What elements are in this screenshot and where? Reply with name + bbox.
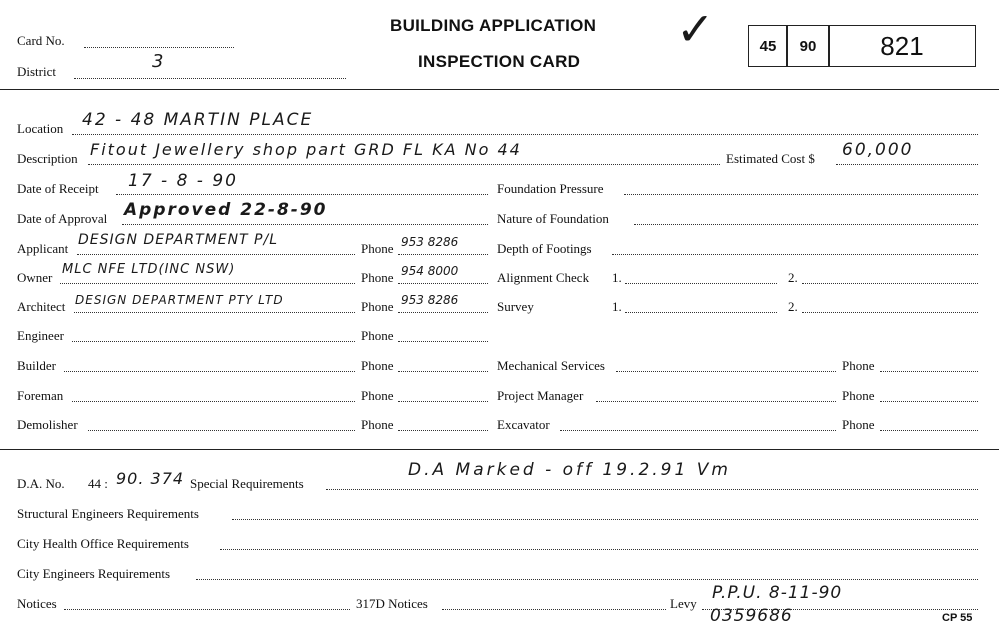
depth-footings-line[interactable] (612, 254, 978, 255)
architect-line[interactable] (74, 312, 355, 313)
district-value: 3 (152, 51, 166, 72)
form-code: CP 55 (942, 612, 973, 624)
owner-label: Owner (17, 270, 53, 285)
owner-phone-value: 954 8000 (401, 264, 459, 278)
title-line2: INSPECTION CARD (418, 52, 581, 71)
nature-foundation-line[interactable] (634, 224, 978, 225)
notices-label: Notices (17, 596, 57, 611)
project-manager-label: Project Manager (497, 388, 584, 403)
foundation-pressure-line[interactable] (624, 194, 978, 195)
builder-line[interactable] (64, 371, 355, 372)
applicant-phone-value: 953 8286 (401, 235, 459, 249)
architect-phone-line[interactable] (398, 312, 488, 313)
health-label: City Health Office Requirements (17, 536, 189, 551)
applicant-phone-label: Phone (361, 241, 394, 256)
engineer-phone-label: Phone (361, 328, 394, 343)
district-line[interactable] (74, 78, 346, 79)
applicant-label: Applicant (17, 241, 69, 256)
survey-num-1: 1. (612, 299, 622, 314)
lower-divider (0, 449, 999, 450)
date-receipt-value: 17 - 8 - 90 (128, 171, 238, 191)
health-line[interactable] (220, 549, 978, 550)
date-approval-value: Approved 22-8-90 (124, 200, 328, 220)
builder-phone-label: Phone (361, 358, 394, 373)
alignment-line-1[interactable] (625, 283, 777, 284)
levy-number: 0359686 (710, 606, 793, 626)
levy-value: P.P.U. 8-11-90 (712, 583, 843, 603)
date-receipt-label: Date of Receipt (17, 181, 99, 196)
engineer-line[interactable] (72, 341, 355, 342)
demolisher-label: Demolisher (17, 417, 78, 432)
mechanical-phone-line[interactable] (880, 371, 978, 372)
foreman-phone-line[interactable] (398, 401, 488, 402)
architect-phone-label: Phone (361, 299, 394, 314)
levy-label: Levy (670, 596, 697, 611)
owner-value: MLC NFE LTD(INC NSW) (62, 262, 236, 277)
builder-phone-line[interactable] (398, 371, 488, 372)
location-line[interactable] (72, 134, 978, 135)
card-no-label: Card No. (17, 33, 65, 48)
city-engineers-label: City Engineers Requirements (17, 566, 171, 581)
demolisher-phone-line[interactable] (398, 430, 488, 431)
architect-phone-value: 953 8286 (401, 293, 459, 307)
date-receipt-line[interactable] (116, 194, 488, 195)
description-line[interactable] (88, 164, 720, 165)
excavator-phone-line[interactable] (880, 430, 978, 431)
foreman-line[interactable] (72, 401, 355, 402)
structural-label: Structural Engineers Requirements (17, 506, 199, 521)
notices-317d-line[interactable] (442, 609, 666, 610)
survey-line-1[interactable] (625, 312, 777, 313)
excavator-line[interactable] (560, 430, 836, 431)
owner-line[interactable] (60, 283, 355, 284)
excavator-phone-label: Phone (842, 417, 875, 432)
estimated-cost-value: 60,000 (842, 140, 914, 160)
applicant-value: DESIGN DEPARTMENT P/L (78, 232, 278, 248)
alignment-num-1: 1. (612, 270, 622, 285)
card-no-line[interactable] (84, 47, 234, 48)
nature-foundation-label: Nature of Foundation (497, 211, 609, 226)
depth-footings-label: Depth of Footings (497, 241, 592, 256)
owner-phone-label: Phone (361, 270, 394, 285)
card-box-2: 90 (786, 25, 830, 67)
structural-line[interactable] (232, 519, 978, 520)
special-requirements-value: D.A Marked - off 19.2.91 Vm (408, 460, 731, 480)
card-number-box: 821 (828, 25, 976, 67)
location-value: 42 - 48 MARTIN PLACE (82, 110, 314, 130)
survey-num-2: 2. (788, 299, 798, 314)
special-requirements-label: Special Requirements (190, 476, 304, 491)
engineer-phone-line[interactable] (398, 341, 488, 342)
check-mark-icon: ✓ (676, 2, 715, 56)
architect-label: Architect (17, 299, 66, 314)
district-label: District (17, 64, 56, 79)
da-no-prefix: 44 : (88, 476, 108, 491)
mechanical-services-label: Mechanical Services (497, 358, 605, 373)
project-manager-line[interactable] (596, 401, 836, 402)
applicant-phone-line[interactable] (398, 254, 488, 255)
owner-phone-line[interactable] (398, 283, 488, 284)
notices-line[interactable] (64, 609, 350, 610)
demolisher-phone-label: Phone (361, 417, 394, 432)
title-line1: BUILDING APPLICATION (390, 16, 597, 35)
da-no-label: D.A. No. (17, 476, 65, 491)
date-approval-label: Date of Approval (17, 211, 108, 226)
special-requirements-line[interactable] (326, 489, 978, 490)
engineer-label: Engineer (17, 328, 64, 343)
applicant-line[interactable] (77, 254, 355, 255)
alignment-num-2: 2. (788, 270, 798, 285)
da-no-value: 90. 374 (116, 469, 185, 488)
foreman-phone-label: Phone (361, 388, 394, 403)
survey-line-2[interactable] (802, 312, 978, 313)
survey-label: Survey (497, 299, 534, 314)
demolisher-line[interactable] (88, 430, 355, 431)
mechanical-phone-label: Phone (842, 358, 875, 373)
alignment-line-2[interactable] (802, 283, 978, 284)
description-label: Description (17, 151, 78, 166)
alignment-check-label: Alignment Check (497, 270, 590, 285)
date-approval-line[interactable] (122, 224, 488, 225)
notices-317d-label: 317D Notices (356, 596, 428, 611)
project-manager-phone-line[interactable] (880, 401, 978, 402)
card-box-1: 45 (748, 25, 788, 67)
foundation-pressure-label: Foundation Pressure (497, 181, 604, 196)
description-value: Fitout Jewellery shop part GRD FL KA No 44 (90, 140, 522, 159)
foreman-label: Foreman (17, 388, 64, 403)
header-divider (0, 89, 999, 90)
estimated-cost-label: Estimated Cost $ (726, 151, 815, 166)
architect-value: DESIGN DEPARTMENT PTY LTD (75, 293, 284, 307)
estimated-cost-line[interactable] (836, 164, 978, 165)
excavator-label: Excavator (497, 417, 550, 432)
project-manager-phone-label: Phone (842, 388, 875, 403)
mechanical-services-line[interactable] (616, 371, 836, 372)
location-label: Location (17, 121, 64, 136)
city-engineers-line[interactable] (196, 579, 978, 580)
builder-label: Builder (17, 358, 56, 373)
